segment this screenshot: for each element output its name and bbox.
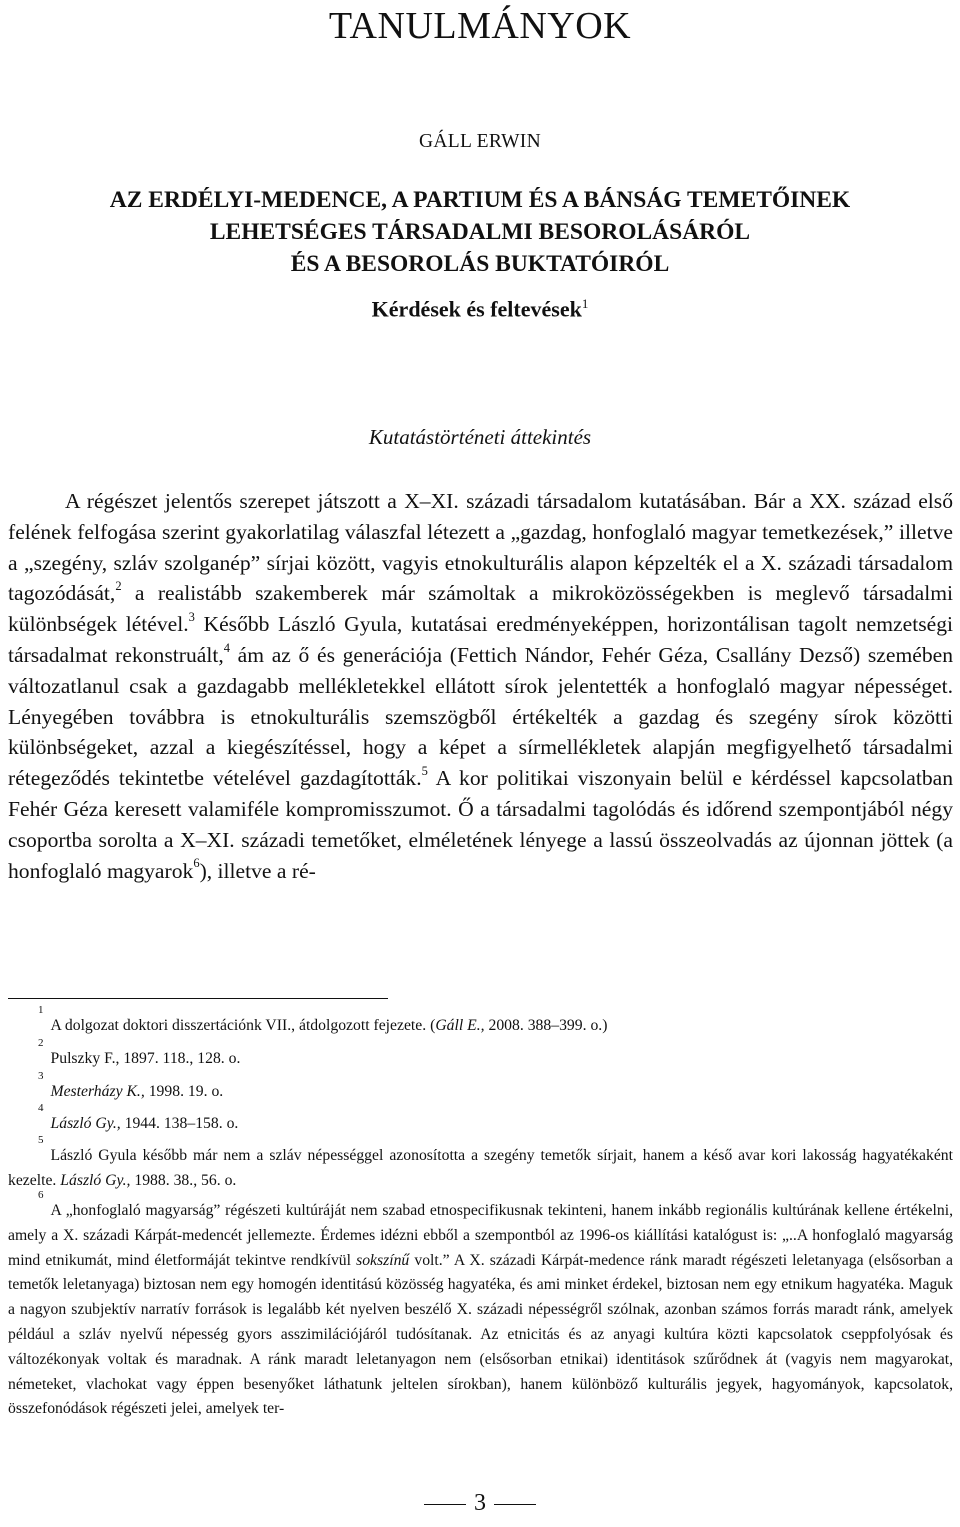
footnote-5 [8,1134,953,1194]
footnote-number: 1 [38,1004,44,1016]
body-text [8,486,953,886]
footnote-text: 1988. 38., 56. o. [130,1171,237,1189]
subtitle-text: Kérdések és feltevések [371,296,582,322]
footnote-ref-3: 3 [188,610,195,624]
footnote-ref-5: 5 [421,763,428,778]
body-text-segment: ), illetve a ré- [199,858,316,883]
body-text-segment: Később László Gyula, kutatásai eredményeképpen, horizontálisan tagolt nemzetségi társadalmat rekonstruált, [8,612,953,667]
footnote-text: 1998. 19. o. [144,1083,224,1100]
section-heading: Kutatástörténeti áttekintés [368,425,592,449]
body-paragraph [8,486,953,886]
footnote-text: volt.” A X. századi Kárpát-medence ránk maradt régészeti leletanyaga (elsősorban a temetők leletanyaga) biztosan nem egy homogén identitású közösség hagyatéka, és ami minket érdekel, biztosan nem egy etnikum hagyatéka. Maguk a nagyon szubjektív narratív források is legalább két nyelven beszélő X. századi népességről szólnak, azonban számos forrás maradt ránk, amelyek például a szláv nyelvű népesség gyors asszimilációjáról tudósítanak. Az etnicitás és az anyagi kultúra közti kapcsolatok cseppfolyósak és változékonyak voltak és maradnak. A ránk maradt leletanyagon nem (elsősorban etnikai) identitások szűrődnek át (vagyis nem magyarokat, németeket, vlachokat vagy éppen besenyőket láthatunk jeltelen sírokban), hanem különböző kulturális jegyek, hagyományok, kapcsolatok, összefonódások régészeti jelei, amelyek ter- [8,1251,953,1418]
footnote-number: 3 [38,1070,44,1082]
footnote-ref-4: 4 [223,640,230,655]
footnote-text: A „honfoglaló magyarság” régészeti kultúráját nem szabad etnospecifikusnak tekinteni, hanem inkább regionális kultúrának kellene értékelni, amely a X. századi Kárpát-medencét jellemezte. Érdemes idézni ebből a szempontból az 1996-os kiállítási katalógust is: „..A honfoglaló magyarság mind etnikumát, mind életformáját tekintve rendkívül [8,1202,953,1269]
footnote-text: A dolgozat doktori disszertációnk VII., átdolgozott fejezete. ( [50,1017,436,1034]
article-title-line-1: AZ ERDÉLYI-MEDENCE, A PARTIUM ÉS A BÁNSÁG TEMETŐINEK [109,187,851,213]
footnote-number: 4 [38,1102,44,1114]
page-number-dash-left [424,1504,466,1505]
body-text-segment: A régészet jelentős szerepet játszott a X–XI. századi társadalom kutatásában. Bár a XX. század első felének felfogása szerint gyakorlatilag válaszfal létezett a „gazdag, honfoglaló magyar temetkezések,” illetve a „szegény, szláv szolganép” sírjai között, vagyis etnokulturális alapon képzelték el a X. századi társadalom tagozódását, [8,489,953,606]
footnote-number: 5 [38,1134,44,1146]
footnote-separator [8,998,388,999]
footnote-text: Pulszky F., 1897. 118., 128. o. [50,1050,241,1067]
footnote-text: 2008. 388–399. o.) [484,1017,608,1034]
article-title-line-2: LEHETSÉGES TÁRSADALMI BESOROLÁSÁRÓL [209,219,751,245]
subtitle-footnote-ref: 1 [581,296,589,311]
section-title: TANULMÁNYOK [328,5,632,47]
footnote-emphasis: sokszínű [356,1251,410,1269]
page-number-value: 3 [474,1490,486,1516]
footnote-text: László Gyula később már nem a szláv népességgel azonosította a szegény temetők sírjait, hanem a késő avar kori lakosság hagyatékaként kezelte. [8,1147,953,1189]
body-text-segment: A kor politikai viszonyain belül e kérdéssel kapcsolatban Fehér Géza keresett valamiféle kompromisszumot. Ő a társadalmi tagolódás és időrend szempontjából négy csoportba sorolta a X–XI. századi temetőket, elméletének lényege a lassú összeolvadás az újonnan jöttek (a honfoglaló magyarok [8,766,954,883]
page-number-dash-right [494,1504,536,1505]
footnote-number: 2 [38,1037,44,1049]
footnote-number: 6 [38,1189,44,1201]
footnote-ref-6: 6 [193,856,200,871]
footnote-4 [8,1102,953,1137]
footnote-6 [8,1189,953,1422]
footnote-author: László Gy., [60,1171,131,1189]
footnote-3 [8,1070,953,1105]
footnote-author: László Gy., [50,1115,121,1132]
page-number [0,1490,960,1517]
footnote-text: 1944. 138–158. o. [120,1115,239,1132]
article-title-line-3: ÉS A BESOROLÁS BUKTATÓIRÓL [290,251,670,277]
article-subtitle [0,296,960,322]
body-text-segment: ám az ő és generációja (Fettich Nándor, Fehér Géza, Csallány Dezső) szemében változatlanul csak a gazdagabb mellékletekkel ellátott sírok jelentették a honfoglaló magyar népességet. Lényegében továbbra is etnokulturális szemszögből értékelték a gazdag és szegény sírok közötti különbségeket, azzal a kiegészítéssel, hogy a képet a sírmellékletek alapján megfigyelhető társadalmi rétegeződés tekintetbe vételével gazdagították. [8,642,953,791]
footnote-author: Mesterházy K., [50,1083,145,1100]
body-text-segment: a realistább szakemberek már számoltak a mikroközösségekben is meglevő társadalmi különbségek létével. [8,581,953,637]
footnote-2 [8,1037,953,1072]
footnote-author: Gáll E., [435,1017,485,1034]
author-name: GÁLL ERWIN [419,131,541,152]
footnote-1 [8,1004,953,1039]
footnote-ref-2: 2 [115,579,122,594]
